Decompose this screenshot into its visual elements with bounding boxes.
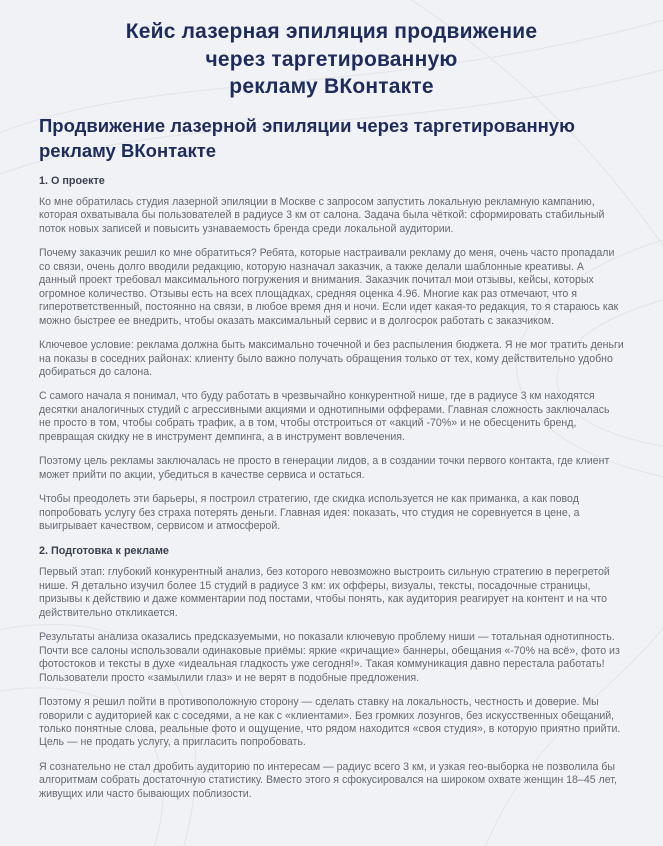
paragraph: Ко мне обратилась студия лазерной эпиляции в Москве с запросом запустить локальную рекламную кампанию, которая охватывала бы пользователей в радиусе 3 км от салона. Задача была чёткой: сформировать стабильный поток новых записей и повысить узнаваемость бренда среди локальной аудитории.	[39, 195, 605, 235]
paragraph: Я сознательно не стал дробить аудиторию по интересам — радиус всего 3 км, и узкая гео-выборка не позволила бы алгоритмам собрать достаточную статистику. Вместо этого я сфокусировался на широком охвате женщин 18–45 лет, живущих или часто бывающих поблизости.	[39, 760, 617, 800]
paragraph: Почему заказчик решил ко мне обратиться? Ребята, которые настраивали рекламу до меня, очень часто пропадали со связи, очень долго вводили редакцию, которую назначал заказчик, а также делали шаблонные креативы. А данный проект требовал максимального погружения и внимания. Заказчик почитал мои отзывы, кейсы, которых огромное количество. Отзывы есть на всех площадках, средняя оценка 4.96. Многие как раз отмечают, что я гиперответственный, постоянно на связи, в любое время дня и ночи. Если идет какая-то редакция, то я стараюсь как можно быстрее ее внедрить, чтобы оказать максимальный сервис и в долгосрок работать с заказчиком.	[39, 247, 619, 327]
page-title	[39, 18, 624, 101]
page-subtitle: Продвижение лазерной эпиляции через таргетированную рекламу ВКонтакте	[39, 115, 575, 161]
page-title-line-2: через таргетированную	[205, 47, 458, 71]
section-ad-preparation	[39, 545, 624, 801]
page-title-line-3: рекламу ВКонтакте	[229, 75, 434, 99]
paragraph: Поэтому я решил пойти в противоположную сторону — сделать ставку на локальность, честность и доверие. Мы говорили с аудиторией как с соседями, а не как с «клиентами». Без громких лозунгов, без искусственных обещаний, только понятные слова, реальные фото и ощущение, что рядом находится «своя студия», в которую приятно прийти. Цель — не продать услугу, а пригласить попробовать.	[39, 696, 621, 749]
section-about-project	[39, 175, 624, 534]
section-heading: 1. О проекте	[39, 174, 105, 187]
paragraph: Первый этап: глубокий конкурентный анализ, без которого невозможно выстроить сильную стратегию в перегретой нише. Я детально изучил более 15 студий в радиусе 3 км: их офферы, визуалы, тексты, посадочные страницы, призывы к действию и даже комментарии под постами, чтобы понять, как аудитория реагирует на контент и на что действительно откликается.	[39, 566, 610, 619]
section-heading: 2. Подготовка к рекламе	[39, 545, 169, 558]
paragraph: Результаты анализа оказались предсказуемыми, но показали ключевую проблему ниши — тотальная однотипность. Почти все салоны использовали одинаковые приёмы: яркие «кричащие» баннеры, обещания «-70% на всё», фото из фотостоков и тексты в духе «идеальная гладкость уже сегодня!». Такая коммуникация давно перестала работать! Пользователи просто «замылили глаз» и не верят в подобные предложения.	[39, 631, 620, 684]
paragraph: Ключевое условие: реклама должна быть максимально точечной и без распыления бюджета. Я не мог тратить деньги на показы в соседних районах: клиенту было важно получать обращения только от тех, кому действительно удобно добираться до салона.	[39, 339, 624, 378]
paragraph: Поэтому цель рекламы заключалась не просто в генерации лидов, а в создании точки первого контакта, где клиент может прийти по акции, убедиться в качестве сервиса и остаться.	[39, 455, 610, 481]
paragraph: Чтобы преодолеть эти барьеры, я построил стратегию, где скидка используется не как приманка, а как повод попробовать услугу без страха потерять деньги. Главная идея: показать, что студия не соревнуется в цене, а выигрывает качеством, сервисом и атмосферой.	[39, 493, 580, 533]
page-title-line-1: Кейс лазерная эпиляция продвижение	[125, 20, 538, 43]
paragraph: С самого начала я понимал, что буду работать в чрезвычайно конкурентной нише, где в радиусе 3 км находятся десятки аналогичных студий с агрессивными акциями и однотипными офферами. Главная сложность заключалась не просто в том, чтобы собрать трафик, а в том, чтобы отстроиться от «акций -70%» и не обесценить бренд, превращая скидку не в инструмент демпинга, а в инструмент вовлечения.	[39, 390, 610, 443]
